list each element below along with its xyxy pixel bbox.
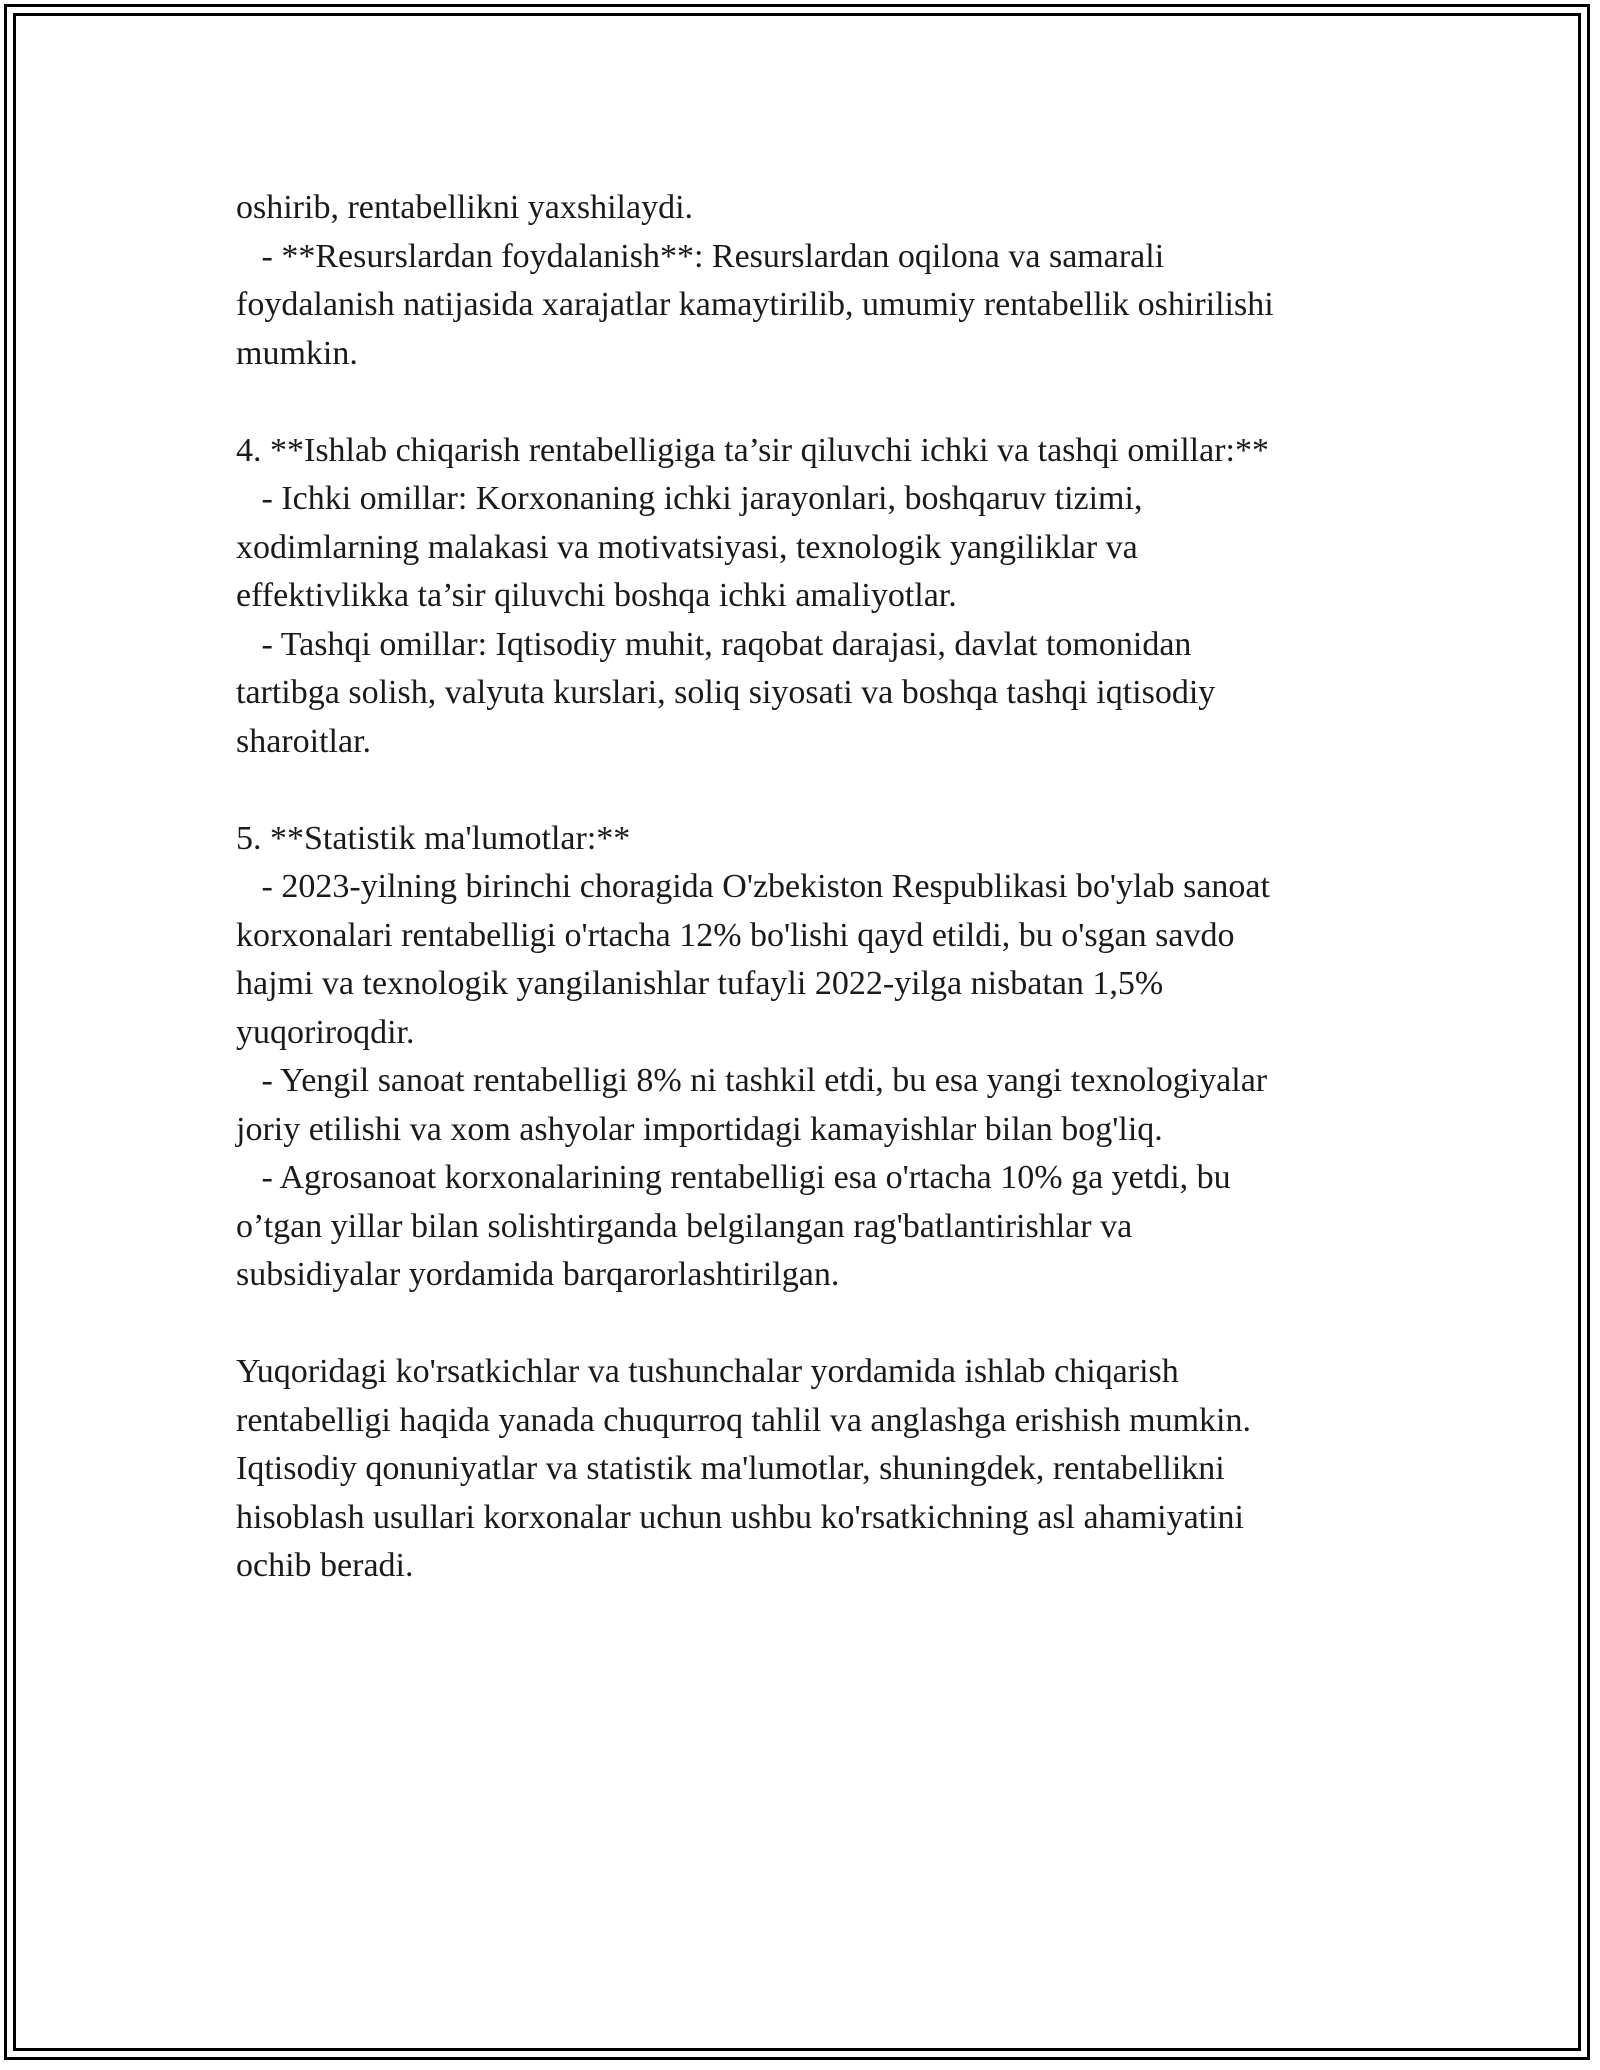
text-line: hajmi va texnologik yangilanishlar tufayli 2022-yilga nisbatan 1,5% bbox=[236, 965, 1164, 1002]
text-line: - **Resurslardan foydalanish**: Resurslardan oqilona va samarali bbox=[236, 237, 1165, 275]
text-line: ochib beradi. bbox=[236, 1547, 414, 1584]
text-line: - Agrosanoat korxonalarining rentabelligi esa o'rtacha 10% ga yetdi, bu bbox=[236, 1159, 1231, 1196]
text-line: - Ichki omillar: Korxonaning ichki jarayonlari, boshqaruv tizimi, bbox=[236, 480, 1143, 517]
text-line: - 2023-yilning birinchi choragida O'zbekiston Respublikasi bo'ylab sanoat bbox=[236, 868, 1270, 905]
text-line: tartibga solish, valyuta kurslari, soliq siyosati va boshqa tashqi iqtisodiy bbox=[236, 674, 1216, 711]
text-line: foydalanish natijasida xarajatlar kamaytirilib, umumiy rentabellik oshirilishi bbox=[236, 286, 1274, 323]
text-line: joriy etilishi va xom ashyolar importidagi kamayishlar bilan bog'liq. bbox=[236, 1110, 1163, 1148]
text-line: effektivlikka ta’sir qiluvchi boshqa ichki amaliyotlar. bbox=[236, 577, 957, 614]
blank-line bbox=[236, 766, 1376, 815]
text-line: - Tashqi omillar: Iqtisodiy muhit, raqobat darajasi, davlat tomonidan bbox=[236, 625, 1192, 663]
document-body bbox=[236, 184, 1376, 1591]
text-line: Yuqoridagi ko'rsatkichlar va tushunchalar yordamida ishlab chiqarish bbox=[236, 1353, 1179, 1390]
section-heading: 5. **Statistik ma'lumotlar:** bbox=[236, 819, 631, 857]
text-line: Iqtisodiy qonuniyatlar va statistik ma'lumotlar, shuningdek, rentabellikni bbox=[236, 1450, 1225, 1487]
text-line: oshirib, rentabellikni yaxshilaydi. bbox=[236, 189, 694, 226]
text-line: mumkin. bbox=[236, 334, 358, 372]
blank-line bbox=[236, 378, 1376, 427]
text-line: - Yengil sanoat rentabelligi 8% ni tashkil etdi, bu esa yangi texnologiyalar bbox=[236, 1062, 1268, 1099]
text-line: hisoblash usullari korxonalar uchun ushbu ko'rsatkichning asl ahamiyatini bbox=[236, 1498, 1244, 1536]
section-heading: 4. **Ishlab chiqarish rentabelligiga ta’sir qiluvchi ichki va tashqi omillar:** bbox=[236, 431, 1269, 469]
text-line: korxonalari rentabelligi o'rtacha 12% bo'lishi qayd etildi, bu o'sgan savdo bbox=[236, 916, 1235, 954]
blank-line bbox=[236, 1300, 1376, 1349]
text-line: o’tgan yillar bilan solishtirganda belgilangan rag'batlantirishlar va bbox=[236, 1207, 1133, 1245]
text-line: sharoitlar. bbox=[236, 722, 372, 760]
text-line: yuqoriroqdir. bbox=[236, 1013, 415, 1051]
text-line: xodimlarning malakasi va motivatsiyasi, texnologik yangiliklar va bbox=[236, 528, 1138, 566]
text-line: subsidiyalar yordamida barqarorlashtirilgan. bbox=[236, 1256, 840, 1293]
text-line: rentabelligi haqida yanada chuqurroq tahlil va anglashga erishish mumkin. bbox=[236, 1401, 1251, 1439]
